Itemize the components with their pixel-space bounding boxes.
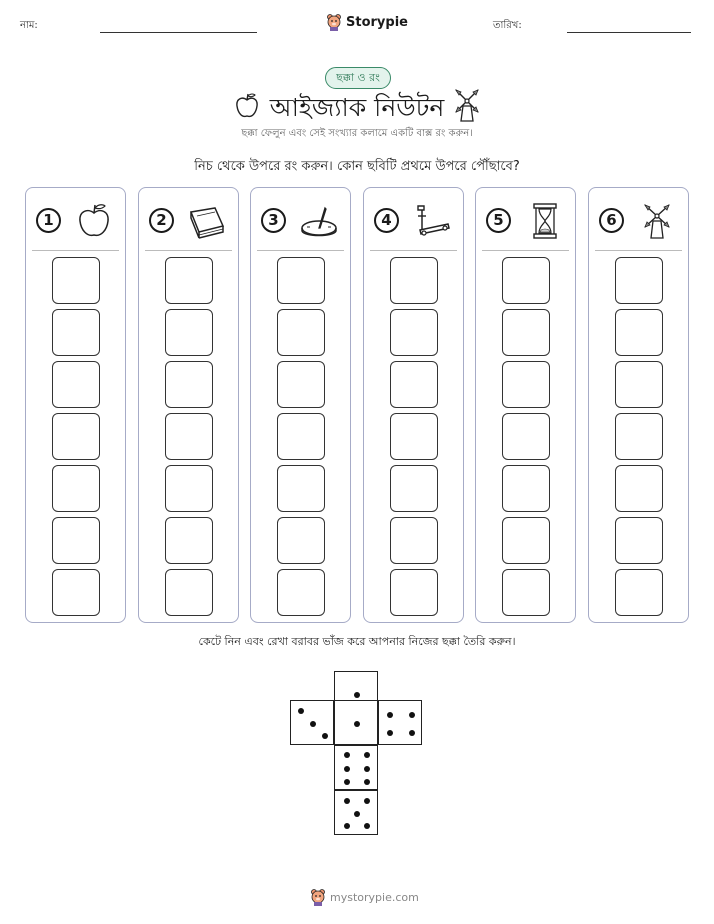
color-box[interactable]: [390, 257, 438, 304]
windmill-icon: [637, 202, 677, 240]
dice-face-left: [290, 700, 334, 745]
color-box[interactable]: [277, 517, 325, 564]
color-box[interactable]: [165, 309, 213, 356]
dice-pip: [344, 798, 350, 804]
number-badge: 5: [486, 208, 511, 233]
color-box[interactable]: [52, 517, 100, 564]
column-header: [589, 202, 688, 242]
dice-pip: [364, 823, 370, 829]
dice-pip: [322, 733, 328, 739]
dice-pip: [364, 766, 370, 772]
dice-pip: [409, 712, 415, 718]
color-box[interactable]: [615, 361, 663, 408]
color-box[interactable]: [615, 569, 663, 616]
color-box[interactable]: [615, 413, 663, 460]
dice-pip: [344, 779, 350, 785]
color-box[interactable]: [615, 465, 663, 512]
color-box[interactable]: [502, 465, 550, 512]
brand-logo: [326, 13, 408, 31]
column-2: [138, 187, 239, 623]
dice-pip: [409, 730, 415, 736]
instruction-text: নিচ থেকে উপরে রং করুন। কোন ছবিটি প্রথমে উপরে পৌঁছাবে?: [194, 159, 520, 174]
column-3: [250, 187, 351, 623]
dice-pip: [354, 811, 360, 817]
column-4: [363, 187, 464, 623]
color-box[interactable]: [615, 517, 663, 564]
dice-pip: [387, 712, 393, 718]
color-box[interactable]: [390, 517, 438, 564]
color-box[interactable]: [502, 569, 550, 616]
apple-icon: [74, 202, 114, 240]
sundial-icon: [299, 202, 339, 240]
number-badge: 4: [374, 208, 399, 233]
color-box[interactable]: [502, 517, 550, 564]
bear-mascot-icon: [310, 888, 326, 906]
color-box[interactable]: [390, 309, 438, 356]
footer-url: mystorypie.com: [330, 890, 419, 904]
color-box[interactable]: [390, 413, 438, 460]
treadmill-icon: [412, 202, 452, 240]
color-box[interactable]: [502, 413, 550, 460]
column-5: [475, 187, 576, 623]
column-1: [25, 187, 126, 623]
dice-pip: [344, 823, 350, 829]
activity-badge: ছক্কা ও রং: [325, 67, 391, 89]
color-box[interactable]: [52, 361, 100, 408]
column-header: [364, 202, 463, 242]
color-box[interactable]: [52, 465, 100, 512]
column-6: [588, 187, 689, 623]
brand-name: Storypie: [346, 14, 408, 30]
column-divider: [32, 250, 119, 251]
column-divider: [370, 250, 457, 251]
cut-instruction: কেটে নিন এবং রেখা বরাবর ভাঁজ করে আপনার নিজের ছক্কা তৈরি করুন।: [198, 635, 516, 648]
color-box[interactable]: [277, 569, 325, 616]
dice-face-right: [378, 700, 422, 745]
color-box[interactable]: [165, 361, 213, 408]
number-badge: 2: [149, 208, 174, 233]
dice-pip: [344, 766, 350, 772]
column-header: [26, 202, 125, 242]
color-box[interactable]: [277, 361, 325, 408]
dice-face-lower: [334, 745, 378, 790]
book-icon: [187, 202, 227, 240]
column-divider: [257, 250, 344, 251]
dice-pip: [364, 752, 370, 758]
column-header: [476, 202, 575, 242]
color-box[interactable]: [502, 257, 550, 304]
name-line[interactable]: [100, 32, 257, 33]
bear-mascot-icon: [326, 13, 342, 31]
name-label: নাম:: [20, 20, 38, 31]
color-box[interactable]: [52, 413, 100, 460]
dice-pip: [344, 752, 350, 758]
dice-face-bottom: [334, 790, 378, 835]
color-box[interactable]: [165, 413, 213, 460]
color-box[interactable]: [390, 361, 438, 408]
dice-face-center: [334, 700, 378, 745]
subtitle: ছক্কা ফেলুন এবং সেই সংখ্যার কলামে একটি বাক্স রং করুন।: [241, 128, 473, 139]
hourglass-icon: [524, 202, 564, 240]
color-box[interactable]: [165, 517, 213, 564]
color-box[interactable]: [277, 257, 325, 304]
footer: [310, 888, 419, 906]
dice-pip: [298, 708, 304, 714]
color-box[interactable]: [277, 465, 325, 512]
dice-pip: [387, 730, 393, 736]
dice-pip: [364, 779, 370, 785]
column-header: [251, 202, 350, 242]
color-box[interactable]: [277, 413, 325, 460]
date-label: তারিখ:: [493, 20, 522, 31]
color-box[interactable]: [390, 569, 438, 616]
column-divider: [595, 250, 682, 251]
windmill-icon: [452, 88, 482, 122]
column-divider: [145, 250, 232, 251]
color-box[interactable]: [390, 465, 438, 512]
color-box[interactable]: [277, 309, 325, 356]
color-box[interactable]: [52, 569, 100, 616]
column-divider: [482, 250, 569, 251]
date-line[interactable]: [567, 32, 691, 33]
dice-pip: [364, 798, 370, 804]
dice-pip: [354, 692, 360, 698]
number-badge: 6: [599, 208, 624, 233]
color-box[interactable]: [52, 257, 100, 304]
dice-pip: [310, 721, 316, 727]
column-header: [139, 202, 238, 242]
color-box[interactable]: [165, 465, 213, 512]
color-box[interactable]: [52, 309, 100, 356]
number-badge: 3: [261, 208, 286, 233]
number-badge: 1: [36, 208, 61, 233]
color-box[interactable]: [502, 309, 550, 356]
color-box[interactable]: [502, 361, 550, 408]
color-box[interactable]: [615, 257, 663, 304]
dice-pip: [354, 721, 360, 727]
color-box[interactable]: [165, 569, 213, 616]
color-box[interactable]: [615, 309, 663, 356]
color-box[interactable]: [165, 257, 213, 304]
page-title: আইজ্যাক নিউটন: [269, 93, 445, 122]
